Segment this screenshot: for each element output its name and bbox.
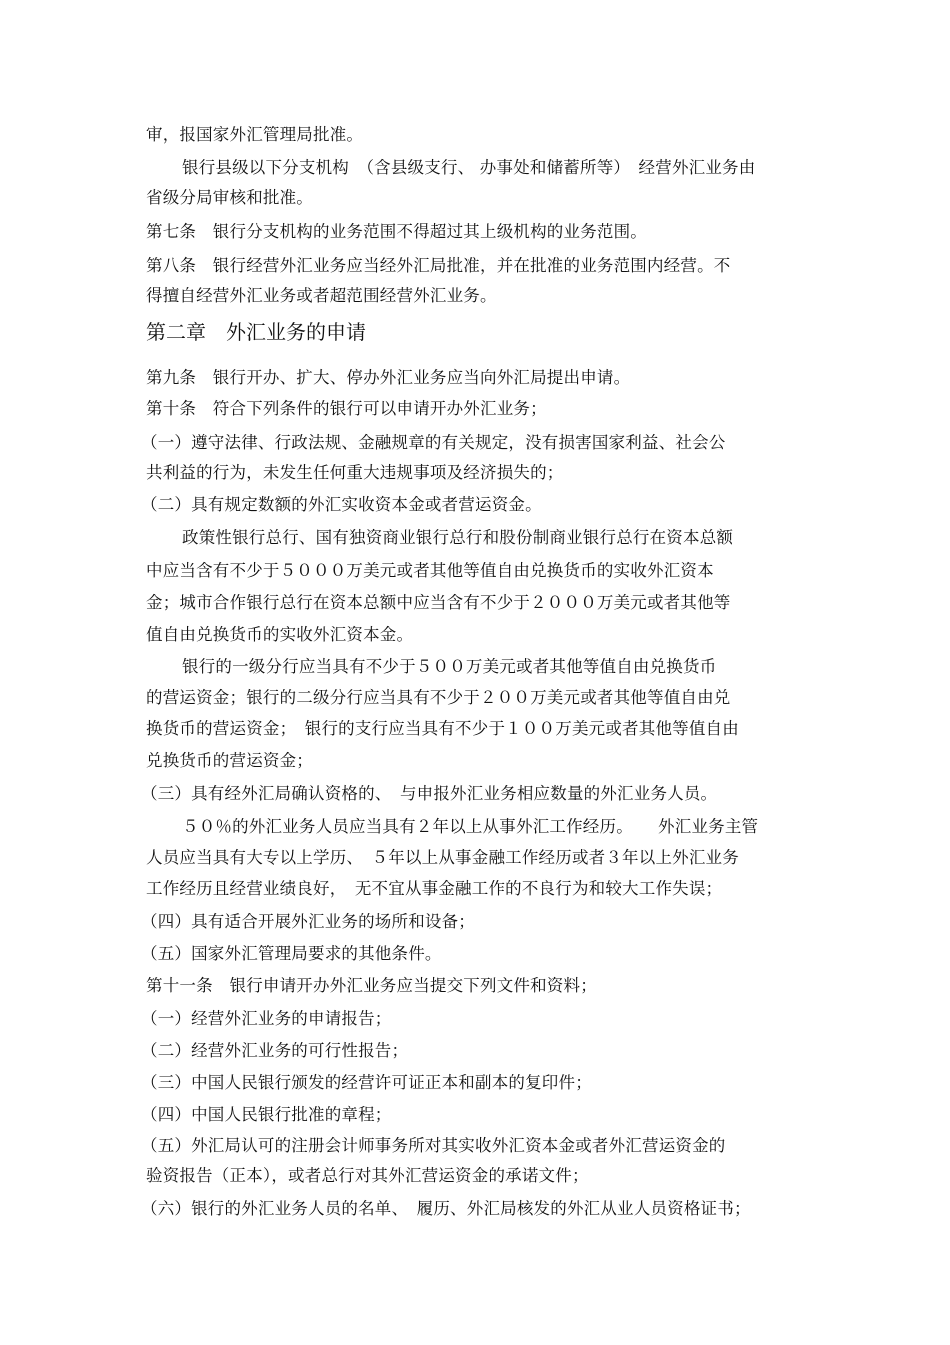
- text-line: 验资报告（正本），或者总行对其外汇营运资金的承诺文件；: [146, 1166, 589, 1185]
- text-line: 第七条 银行分支机构的业务范围不得超过其上级机构的业务范围。: [146, 222, 647, 241]
- text-line: 政策性银行总行、国有独资商业银行总行和股份制商业银行总行在资本总额: [182, 528, 734, 547]
- text-line: （一）经营外汇业务的申请报告；: [141, 1009, 392, 1028]
- text-line: 共利益的行为，未发生任何重大违规事项及经济损失的；: [146, 463, 564, 482]
- text-line: （五）国家外汇管理局要求的其他条件。: [141, 944, 442, 963]
- text-line: 银行的一级分行应当具有不少于５００万美元或者其他等值自由兑换货币: [182, 657, 717, 676]
- text-line: （三）具有经外汇局确认资格的、 与申报外汇业务相应数量的外汇业务人员。: [141, 784, 718, 803]
- text-line: （一）遵守法律、行政法规、金融规章的有关规定，没有损害国家利益、社会公: [141, 433, 726, 452]
- text-line: （三）中国人民银行颁发的经营许可证正本和副本的复印件；: [141, 1073, 592, 1092]
- text-line: （六）银行的外汇业务人员的名单、 履历、外汇局核发的外汇从业人员资格证书；: [141, 1199, 751, 1218]
- text-line: 得擅自经营外汇业务或者超范围经营外汇业务。: [146, 286, 497, 305]
- text-line: 换货币的营运资金； 银行的支行应当具有不少于１００万美元或者其他等值自由: [146, 719, 739, 738]
- text-line: （五）外汇局认可的注册会计师事务所对其实收外汇资本金或者外汇营运资金的: [141, 1136, 726, 1155]
- chapter-heading: 第二章 外汇业务的申请: [146, 320, 366, 344]
- text-line: 值自由兑换货币的实收外汇资本金。: [146, 625, 414, 644]
- text-line: （四）中国人民银行批准的章程；: [141, 1105, 392, 1124]
- text-line: 金；城市合作银行总行在资本总额中应当含有不少于２０００万美元或者其他等: [146, 593, 731, 612]
- text-line: 兑换货币的营运资金；: [146, 751, 313, 770]
- text-line: （二）经营外汇业务的可行性报告；: [141, 1041, 409, 1060]
- text-line: 银行县级以下分支机构 （含县级支行、 办事处和储蓄所等） 经营外汇业务由: [182, 158, 756, 177]
- text-line: （二）具有规定数额的外汇实收资本金或者营运资金。: [141, 495, 542, 514]
- text-line: 中应当含有不少于５０００万美元或者其他等值自由兑换货币的实收外汇资本: [146, 561, 714, 580]
- text-line: （四）具有适合开展外汇业务的场所和设备；: [141, 912, 475, 931]
- text-line: 工作经历且经营业绩良好， 无不宜从事金融工作的不良行为和较大工作失误；: [146, 879, 723, 898]
- text-line: ５０％的外汇业务人员应当具有２年以上从事外汇工作经历。 外汇业务主管: [182, 817, 759, 836]
- text-line: 省级分局审核和批准。: [146, 188, 313, 207]
- text-line: 第八条 银行经营外汇业务应当经外汇局批准，并在批准的业务范围内经营。不: [146, 256, 731, 275]
- text-line: 审，报国家外汇管理局批准。: [146, 125, 364, 144]
- text-line: 第十条 符合下列条件的银行可以申请开办外汇业务；: [146, 399, 547, 418]
- text-line: 的营运资金；银行的二级分行应当具有不少于２００万美元或者其他等值自由兑: [146, 688, 731, 707]
- text-line: 第十一条 银行申请开办外汇业务应当提交下列文件和资料；: [146, 976, 597, 995]
- text-line: 第九条 银行开办、扩大、停办外汇业务应当向外汇局提出申请。: [146, 368, 631, 387]
- text-line: 人员应当具有大专以上学历、 ５年以上从事金融工作经历或者３年以上外汇业务: [146, 848, 739, 867]
